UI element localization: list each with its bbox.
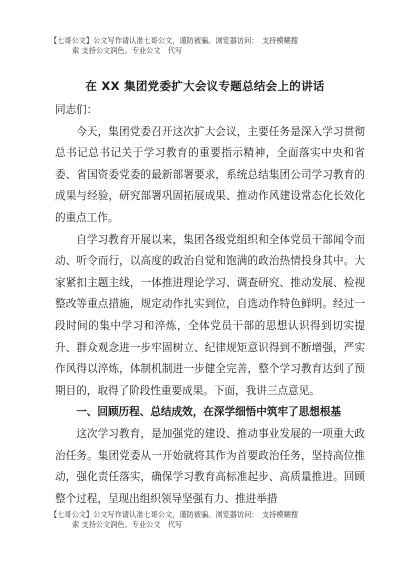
header-watermark-note: [50, 36, 370, 56]
document-title: 在 XX 集团党委扩大会议专题总结会上的讲话: [85, 79, 325, 93]
header-note-line2: 索 支持公文润色。专业公文 代写: [72, 46, 183, 55]
header-note-line1: 【七哥公文】公文写作请认准七哥公文，谨防被骗。浏览器访问： 支持模糊搜: [50, 36, 298, 45]
section-1-paragraph: 这次学习教育，是加强党的建设、推动事业发展的一项重大政治任务。集团党委从一开始就将其作为首要政治任务，坚持高位推动，强化责任落实，确保学习教育高标准起步、高质量推进。回顾整个过程，呈现出组织领导坚强有力、推进举措: [55, 427, 365, 505]
footer-note-line1: 【七哥公文】公文写作请认准七哥公文，谨防被骗。浏览器访问： 支持模糊搜: [50, 510, 298, 519]
paragraph-1: 今天，集团党委召开这次扩大会议，主要任务是深入学习贯彻总书记总书记关于学习教育的重要指示精神，全面落实中央和省委、省国资委党委的最新部署要求，系统总结集团公司学习教育的成果与经验，研究部署巩固拓展成果、推动作风建设常态化长效化的重点工作。: [55, 125, 365, 224]
salutation: 同志们：: [55, 104, 98, 116]
footer-watermark-note: [50, 510, 370, 530]
paragraph-2: 自学习教育开展以来，集团各级党组织和全体党员干部闻令而动、听令而行，以高度的政治自觉和饱满的政治热情投身其中。大家紧扣主题主线，一体推进理论学习、调查研究、推动发展、检视整改等重点措施，规定动作扎实到位，自选动作特色鲜明。经过一段时间的集中学习和淬炼，全体党员干部的思想认识得到切实提升、群众观念进一步牢固树立、纪律规矩意识得到不断增强，严实作风得以淬炼，体制机制进一步健全完善，整个学习教育达到了预期目的，取得了阶段性重要成果。下面，我讲三点意见。: [55, 233, 365, 397]
section-heading-1: 一、回顾历程、总结成效，在深学细悟中筑牢了思想根基: [76, 406, 342, 419]
footer-note-line2: 索 支持公文润色。专业公文 代写: [72, 520, 183, 529]
document-body: [55, 100, 365, 510]
